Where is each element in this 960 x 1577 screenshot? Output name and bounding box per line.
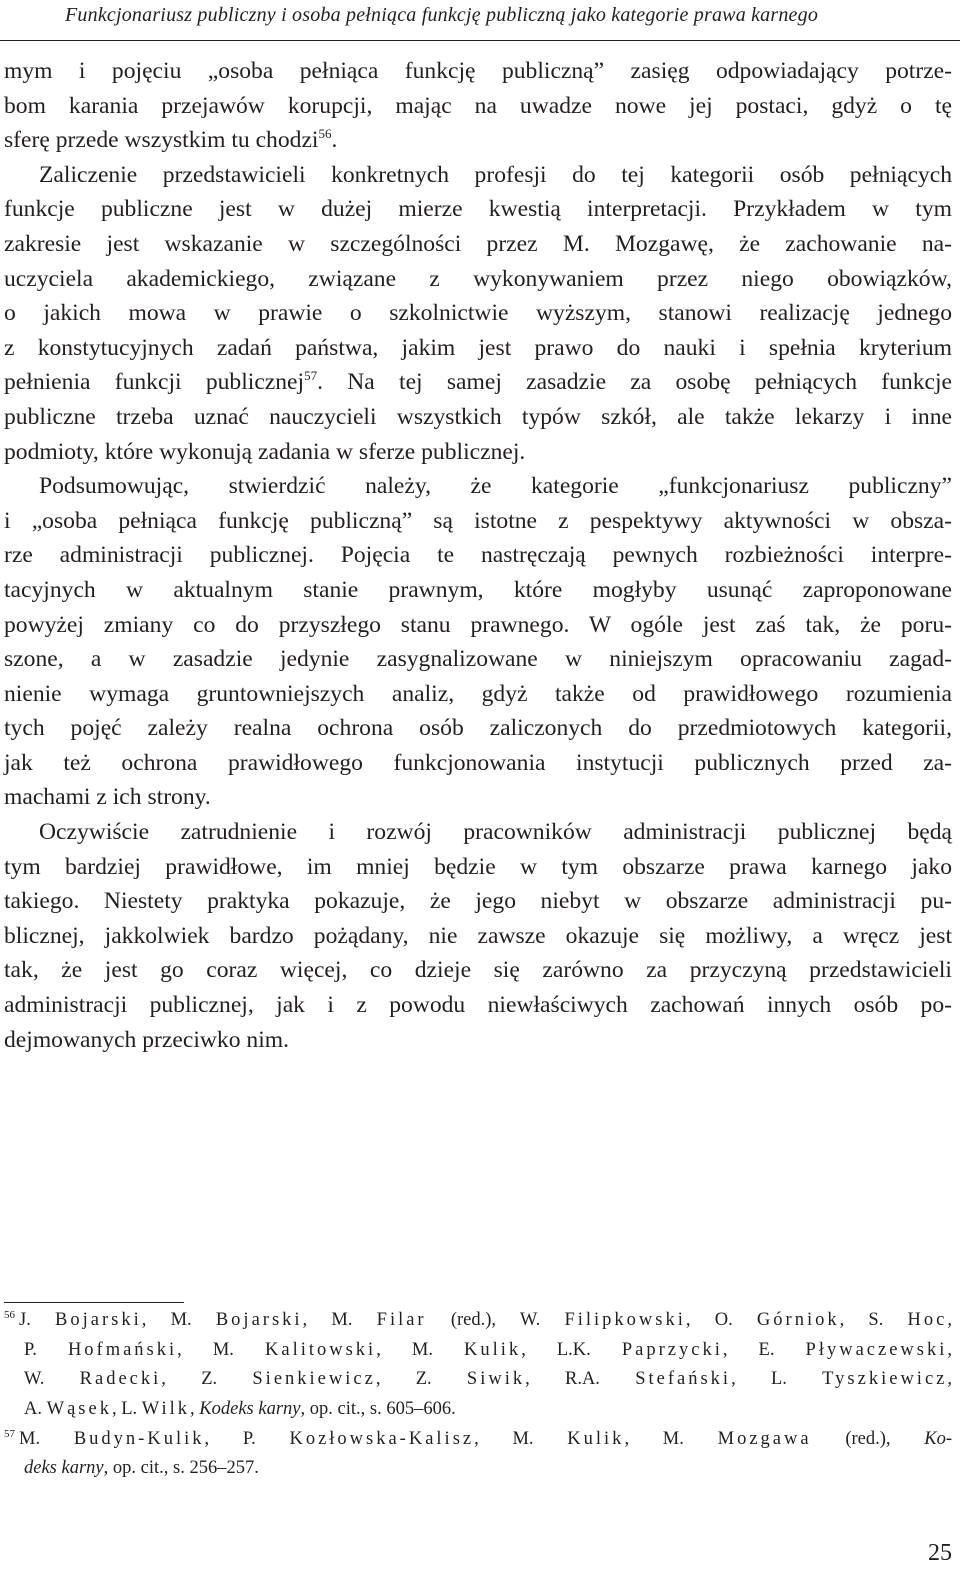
text-line: uczyciela akademickiego, związane z wykonywaniem przez niego obowiązków, bbox=[4, 265, 952, 292]
text-line: pełnienia funkcji publicznej$^{57}$. Na tej samej zasadzie za osobę pełniących funkcje bbox=[4, 368, 952, 396]
text-line: tym bardziej prawidłowe, im mniej będzie w tym obszarze prawa karnego jako bbox=[4, 853, 952, 880]
page-number: 25 bbox=[928, 1540, 952, 1566]
text-line: Podsumowując, stwierdzić należy, że kategorie „funkcjonariusz publiczny” bbox=[39, 473, 952, 500]
author-surname: Hoc bbox=[907, 1310, 948, 1330]
footnote-57 bbox=[4, 1425, 952, 1484]
text-line: mym i pojęciu „osoba pełniąca funkcję publiczną” zasięg odpowiadający potrze- bbox=[4, 58, 952, 84]
text-line: szone, a w zasadzie jedynie zasygnalizowane w niniejszym opracowaniu zagad- bbox=[4, 646, 952, 673]
author-surname: Kozłowska-Kalisz bbox=[289, 1428, 475, 1449]
main-text bbox=[4, 54, 952, 1057]
author-surname: Sienkiewicz bbox=[252, 1369, 376, 1390]
footnote-reference[interactable]: 57 bbox=[304, 368, 318, 384]
footnotes bbox=[4, 1306, 952, 1484]
text-line: podmioty, które wykonują zadania w sferze publicznej. bbox=[4, 438, 526, 465]
footnote-56 bbox=[4, 1306, 952, 1425]
text-line: funkcje publiczne jest w dużej mierze kwestią interpretacji. Przykładem w tym bbox=[4, 196, 952, 223]
author-surname: Wąsek bbox=[46, 1399, 112, 1420]
text-line: rze administracji publicznej. Pojęcia te nastręczają pewnych rozbieżności interpre- bbox=[4, 542, 952, 569]
work-title: Ko- bbox=[924, 1428, 953, 1449]
text-line: publiczne trzeba uznać nauczycieli wszystkich typów szkół, ale także lekarzy i inne bbox=[4, 403, 952, 430]
author-surname: Górniok bbox=[756, 1310, 840, 1330]
author-surname: Hofmański bbox=[67, 1339, 178, 1360]
running-head bbox=[0, 0, 960, 41]
footnote-line: deks karny, op. cit., s. 256–257. bbox=[24, 1458, 259, 1479]
text-line: jak też ochrona prawidłowego funkcjonowania instytucji publicznych przed za- bbox=[4, 749, 952, 776]
text-line: Oczywiście zatrudnienie i rozwój pracowników administracji publicznej będą bbox=[39, 819, 952, 846]
footnote-line: W. Radecki, Z. Sienkiewicz, Z. Siwik, R.A. Stefański, L. Tyszkiewicz, bbox=[24, 1369, 952, 1390]
author-surname: Filar bbox=[376, 1310, 427, 1330]
author-surname: Kulik bbox=[464, 1339, 522, 1360]
author-surname: Budyn-Kulik bbox=[73, 1428, 205, 1449]
author-surname: Kalitowski bbox=[265, 1339, 377, 1360]
author-surname: Filipkowski bbox=[564, 1310, 686, 1330]
text-line: takiego. Niestety praktyka pokazuje, że jego niebyt w obszarze administracji pu- bbox=[4, 888, 952, 915]
running-head-title: Funkcjonariusz publiczny i osoba pełniąca funkcję publiczną jako kategorie prawa karnego bbox=[65, 4, 819, 26]
text-line: bom karania przejawów korupcji, mając na uwadze nowe jej postaci, gdyż o tę bbox=[4, 92, 952, 119]
text-line: o jakich mowa w prawie o szkolnictwie wyższym, stanowi realizację jednego bbox=[4, 300, 952, 327]
text-line: Zaliczenie przedstawicieli konkretnych profesji do tej kategorii osób pełniących bbox=[39, 161, 952, 188]
text-line: zakresie jest wskazanie w szczególności przez M. Mozgawę, że zachowanie na- bbox=[4, 230, 952, 257]
author-surname: Radecki bbox=[79, 1369, 162, 1390]
text-line: tacyjnych w aktualnym stanie prawnym, które mogłyby usunąć zaproponowane bbox=[4, 576, 952, 603]
text-line: nienie wymaga gruntowniejszych analiz, gdyż także od prawidłowego rozumienia bbox=[4, 680, 952, 707]
work-title: Kodeks karny bbox=[199, 1399, 301, 1420]
author-surname: Bojarski bbox=[215, 1310, 303, 1330]
author-surname: Siwik bbox=[466, 1369, 526, 1390]
footnote-reference[interactable]: 56 bbox=[318, 126, 332, 142]
author-surname: Tyszkiewicz bbox=[822, 1369, 948, 1390]
text-line: machami z ich strony. bbox=[4, 784, 211, 811]
footnote-number: 57 bbox=[4, 1427, 15, 1440]
footnote-line: P. Hofmański, M. Kalitowski, M. Kulik, L.K. Paprzycki, E. Pływaczewski, bbox=[24, 1339, 952, 1360]
work-title: deks karny bbox=[24, 1458, 104, 1479]
text-line: z konstytucyjnych zadań państwa, jakim jest prawo do nauki i spełnia kryterium bbox=[4, 334, 952, 361]
footnote-line: $^{57}$ M. Budyn-Kulik, P. Kozłowska-Kalisz, M. Kulik, M. Mozgawa (red.), Ko- bbox=[4, 1427, 953, 1449]
footnote-separator bbox=[4, 1302, 184, 1303]
text-line: powyżej zmiany co do przyszłego stanu prawnego. W ogóle jest zaś tak, że poru- bbox=[4, 611, 952, 638]
footnote-line: $^{56}$ J. Bojarski, M. Bojarski, M. Filar (red.), W. Filipkowski, O. Górniok, S. Hoc, bbox=[4, 1309, 952, 1330]
footnote-line: A. Wąsek, L. Wilk, Kodeks karny, op. cit., s. 605–606. bbox=[24, 1399, 456, 1420]
author-surname: Mozgawa bbox=[717, 1428, 812, 1449]
author-surname: Pływaczewski bbox=[805, 1339, 948, 1360]
author-surname: Stefański bbox=[635, 1369, 732, 1390]
author-surname: Kulik bbox=[567, 1428, 625, 1449]
text-line: blicznej, jakkolwiek bardzo pożądany, nie zawsze okazuje się możliwy, a wręcz jest bbox=[4, 922, 952, 949]
text-line: i „osoba pełniąca funkcję publiczną” są istotne z pespektywy aktywności w obsza- bbox=[4, 507, 952, 534]
author-surname: Paprzycki bbox=[621, 1339, 723, 1360]
text-line: sferę przede wszystkim tu chodzi$^{56}$. bbox=[4, 126, 338, 154]
author-surname: Bojarski bbox=[55, 1310, 142, 1330]
author-surname: Wilk bbox=[141, 1399, 191, 1420]
text-line: administracji publicznej, jak i z powodu niewłaściwych zachowań innych osób po- bbox=[4, 992, 952, 1019]
text-line: dejmowanych przeciwko nim. bbox=[4, 1026, 290, 1053]
footnote-number: 56 bbox=[4, 1309, 15, 1321]
text-line: tak, że jest go coraz więcej, co dzieje się zarówno za przyczyną przedstawicieli bbox=[4, 957, 952, 984]
text-line: tych pojęć zależy realna ochrona osób zaliczonych do przedmiotowych kategorii, bbox=[4, 715, 952, 742]
